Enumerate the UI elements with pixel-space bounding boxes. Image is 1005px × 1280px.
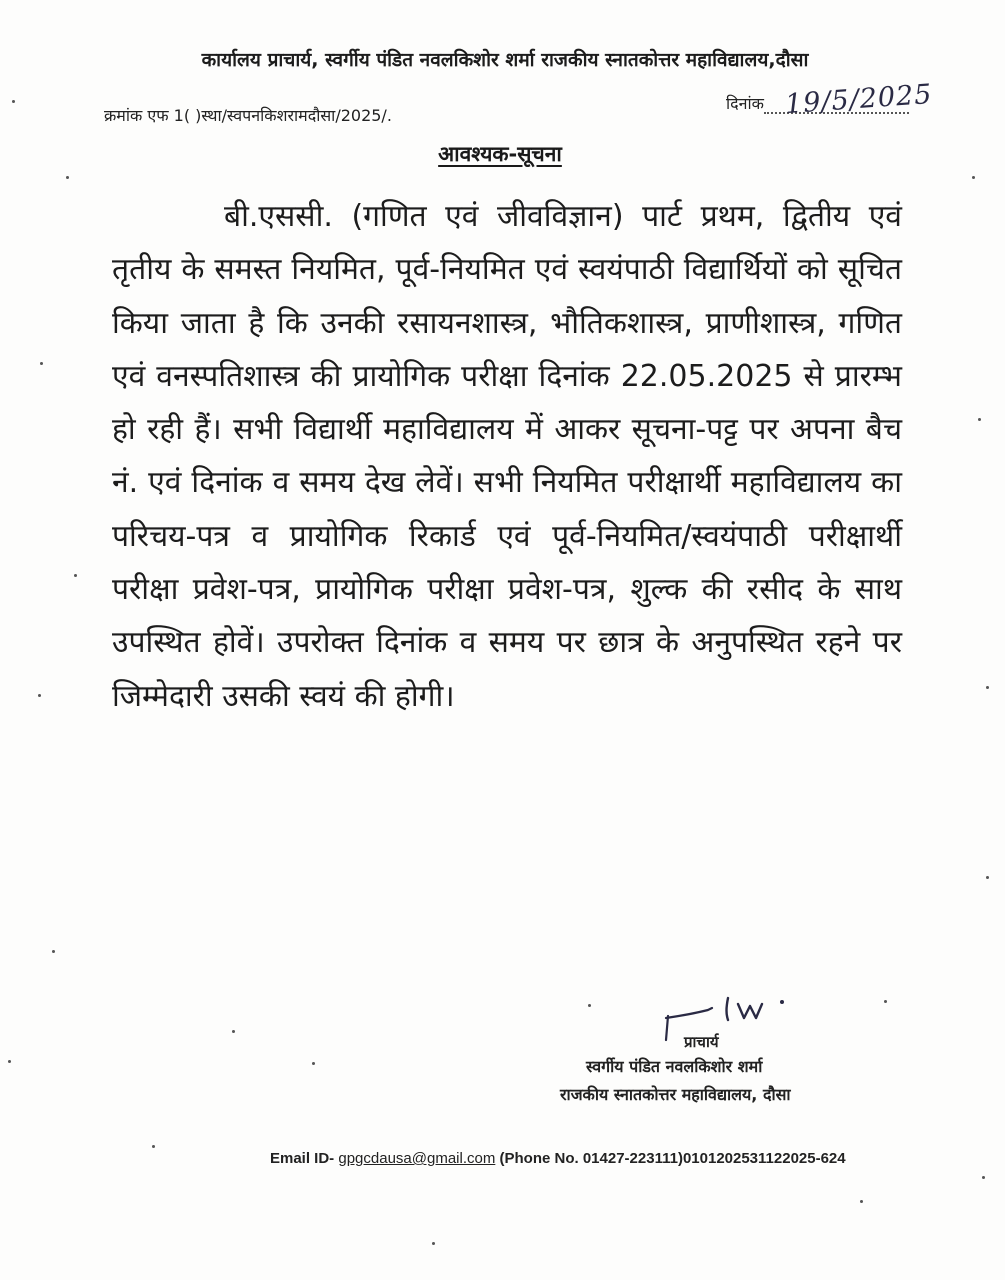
scan-speck [860,1200,863,1203]
phone-and-code: (Phone No. 01427-223111)0101202531122025-624 [499,1150,846,1167]
scan-speck [432,1242,435,1245]
email-link[interactable]: gpgcdausa@gmail.com [338,1150,496,1167]
handwritten-date: 19/5/2025 [784,78,934,121]
notice-body: बी.एससी. (गणित एवं जीवविज्ञान) पार्ट प्रथम, द्वितीय एवं तृतीय के समस्त नियमित, पूर्व-नियमित एवं स्वयंपाठी विद्यार्थियों को सूचित किया जाता है कि उनकी रसायनशास्त्र, भौतिकशास्त्र, प्राणीशास्त्र, गणित एवं वनस्पतिशास्त्र की प्रायोगिक परीक्षा दिनांक 22.05.2025 से प्रारम्भ हो रही हैं। सभी विद्यार्थी महाविद्यालय में आकर सूचना-पट्ट पर अपना बैच नं. एवं दिनांक व समय देख लेवें। सभी नियमित परीक्षार्थी महाविद्यालय का परिचय-पत्र व प्रायोगिक रिकार्ड एवं पूर्व-नियमित/स्वयंपाठी परीक्षार्थी परीक्षा प्रवेश-पत्र, प्रायोगिक परीक्षा प्रवेश-पत्र, शुल्क की रसीद के साथ उपस्थित होवें। उपरोक्त दिनांक व समय पर छात्र के अनुपस्थित रहने पर जिम्मेदारी उसकी स्वयं की होगी। [112,199,902,714]
contact-footer [270,1150,846,1167]
scan-speck [972,176,975,179]
scan-speck [986,686,989,689]
scan-speck [312,1062,315,1065]
scan-speck [74,574,77,577]
scan-speck [38,694,41,697]
reference-number: क्रमांक एफ 1( )स्था/स्वपनकिशरामदौसा/2025/. [104,106,392,125]
scan-speck [52,950,55,953]
scan-speck [986,876,989,879]
scan-speck [884,1000,887,1003]
scan-speck [978,418,981,421]
office-title: कार्यालय प्राचार्य, स्वर्गीय पंडित नवलकिशोर शर्मा राजकीय स्नातकोत्तर महाविद्यालय,दौसा [201,49,809,71]
scan-speck [40,362,43,365]
scan-speck [152,1145,155,1148]
date-label: दिनांक [726,94,764,113]
signature-scribble [662,988,802,1048]
scan-speck [232,1030,235,1033]
signatory-designation: प्राचार्य [684,1033,719,1051]
scan-speck [8,1060,11,1063]
scan-speck [588,1004,591,1007]
notice-heading: आवश्यक-सूचना [438,142,562,166]
email-label: Email ID- [270,1150,335,1167]
scan-speck [982,1176,985,1179]
signatory-institution-line1: स्वर्गीय पंडित नवलकिशोर शर्मा [586,1057,763,1076]
scan-speck [12,100,15,103]
scan-speck [66,176,69,179]
signatory-institution-line2: राजकीय स्नातकोत्तर महाविद्यालय, दौसा [560,1085,791,1104]
